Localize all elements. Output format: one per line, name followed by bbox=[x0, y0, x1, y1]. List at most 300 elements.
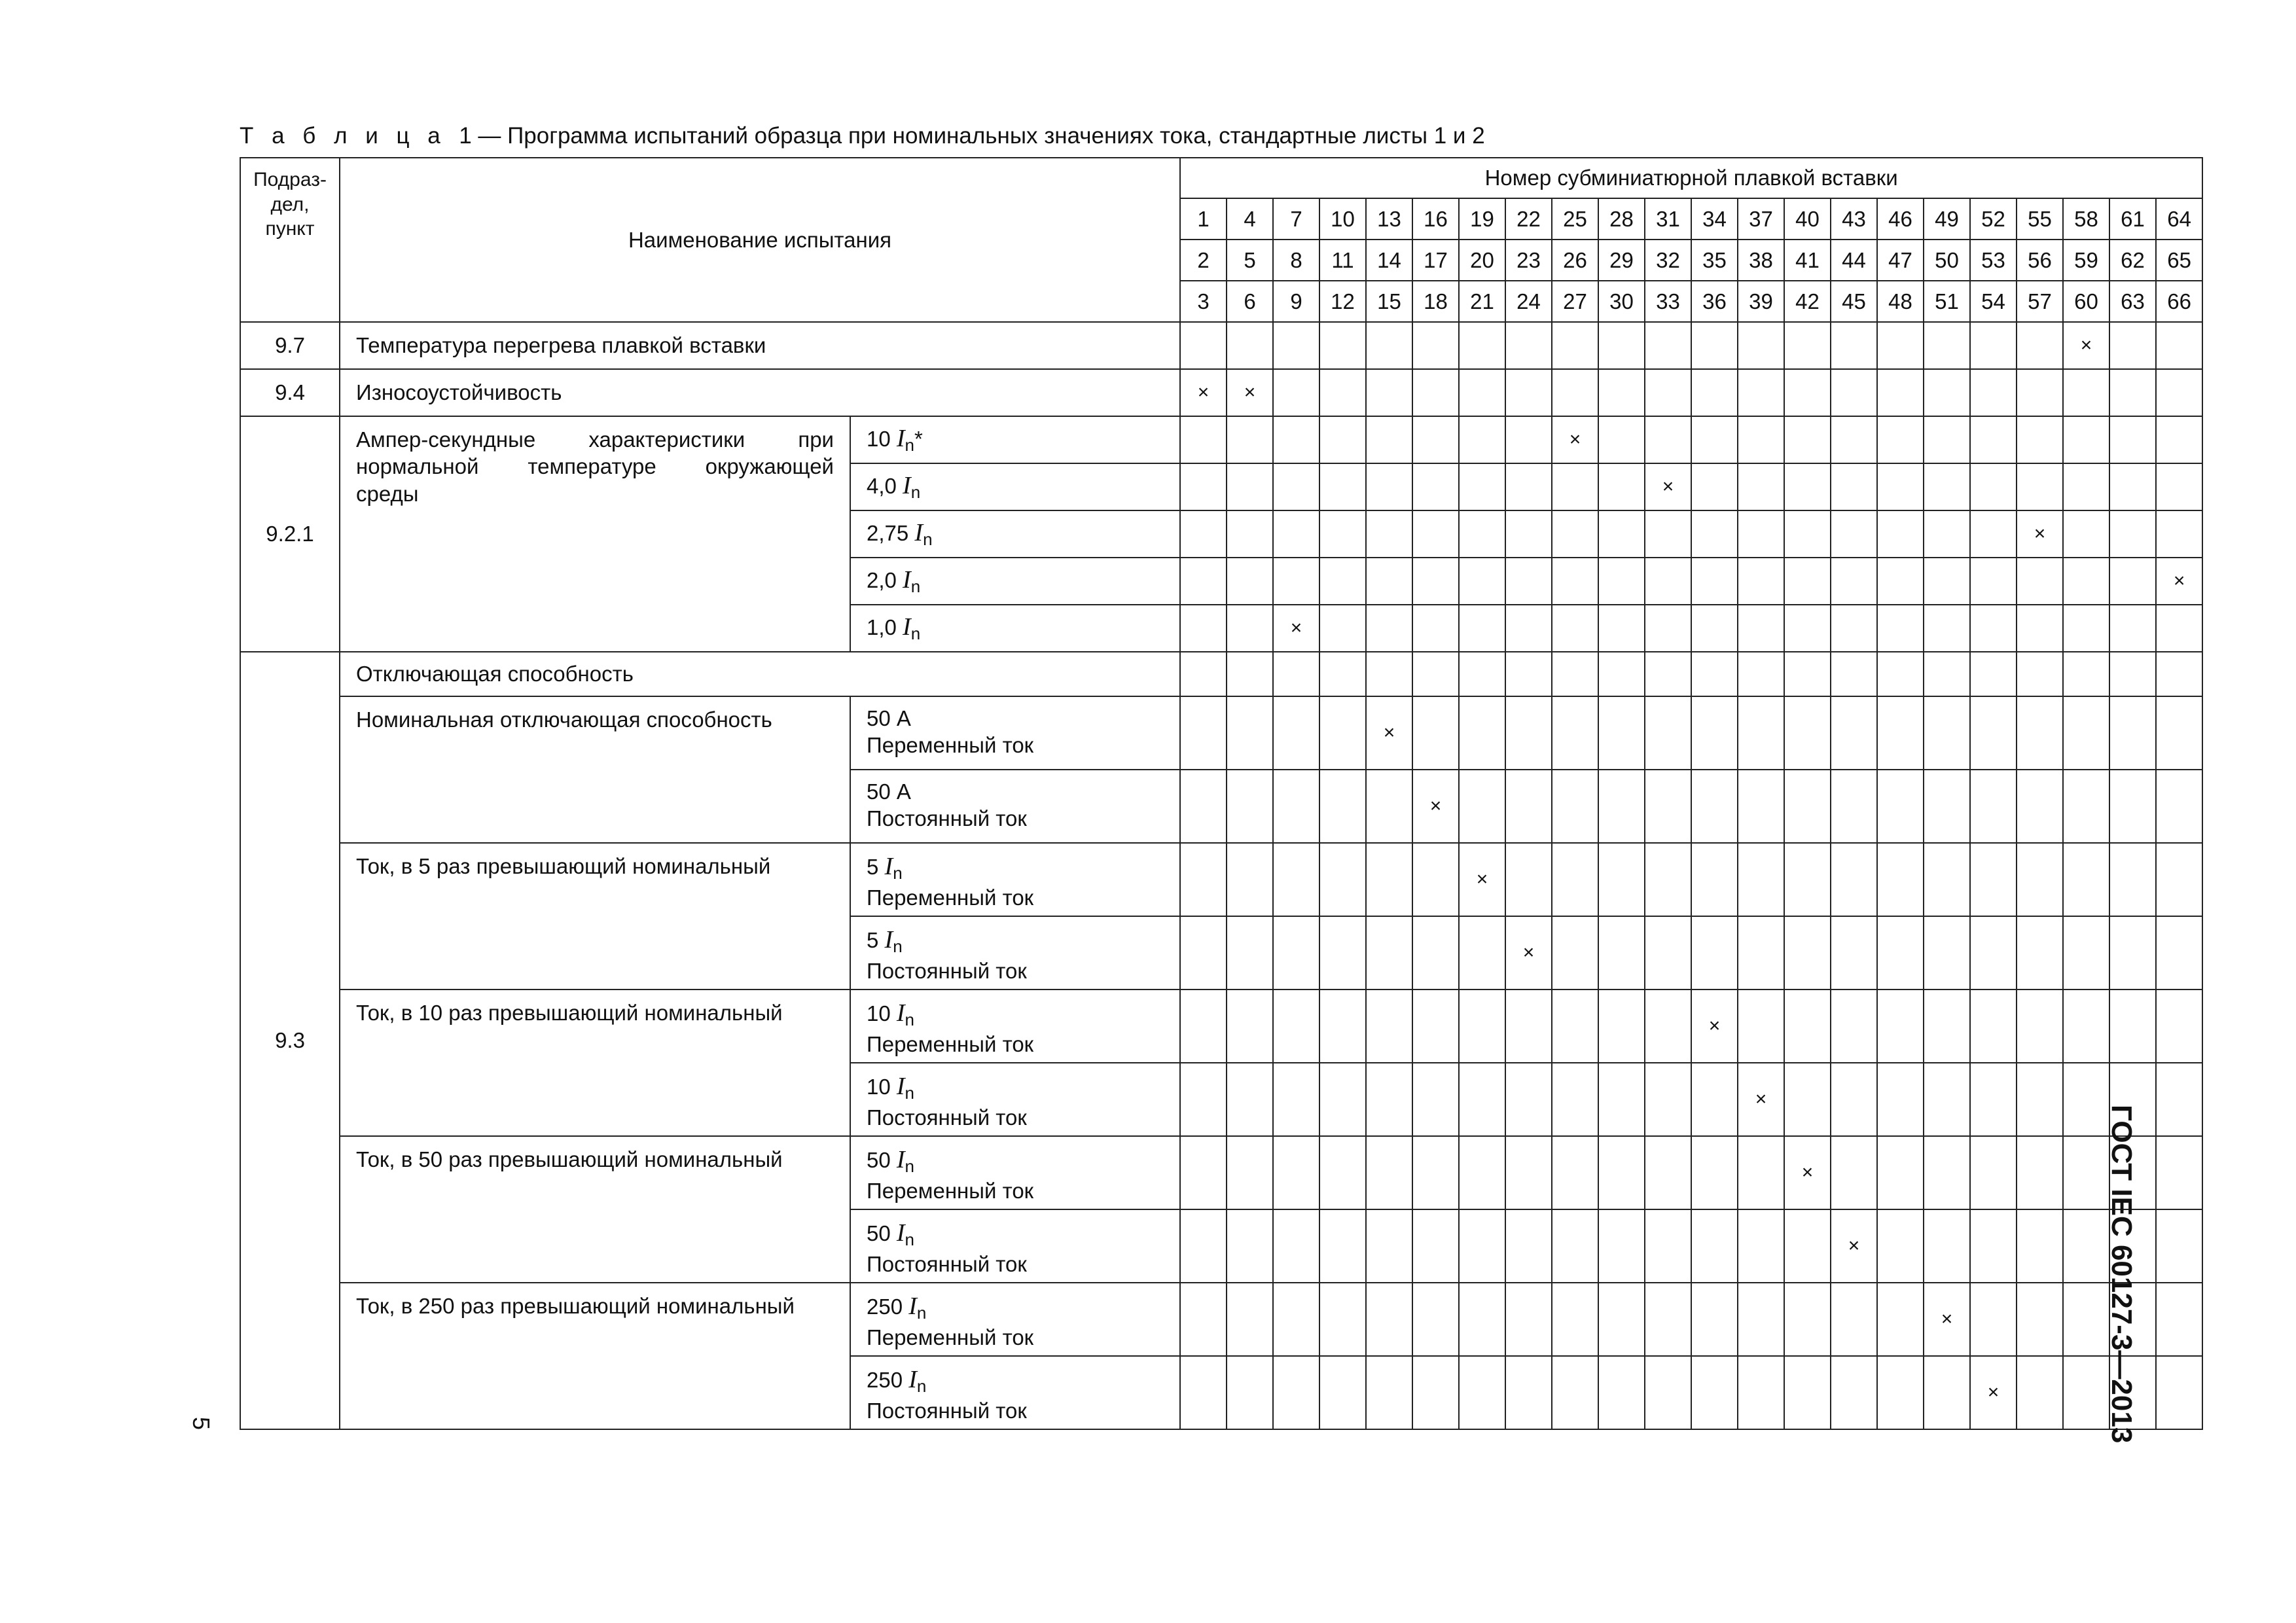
in-symbol-letter: I bbox=[896, 425, 905, 453]
test-cell bbox=[1227, 1063, 1273, 1136]
test-cell bbox=[1412, 652, 1459, 696]
condition-value: 50 bbox=[867, 1221, 891, 1245]
test-cell bbox=[2063, 605, 2109, 652]
fuse-number: 55 bbox=[2017, 198, 2063, 240]
test-cell bbox=[2156, 463, 2202, 510]
fuse-number: 6 bbox=[1227, 281, 1273, 322]
test-cell bbox=[1970, 510, 2017, 558]
fuse-number: 51 bbox=[1924, 281, 1970, 322]
test-cell bbox=[1598, 510, 1645, 558]
test-cell bbox=[1831, 843, 1877, 916]
test-cell bbox=[1784, 1063, 1831, 1136]
test-cell bbox=[1273, 416, 1319, 463]
test-cell bbox=[1970, 605, 2017, 652]
table-row bbox=[240, 158, 2202, 198]
test-cell bbox=[2156, 416, 2202, 463]
fuse-number: 39 bbox=[1738, 281, 1784, 322]
test-cell bbox=[1784, 558, 1831, 605]
test-cell bbox=[1784, 369, 1831, 416]
in-symbol-subscript: n bbox=[910, 624, 921, 644]
test-cell bbox=[1552, 510, 1598, 558]
test-cell bbox=[1180, 843, 1227, 916]
test-mark: × bbox=[1848, 1235, 1860, 1257]
test-cell bbox=[1877, 322, 1924, 369]
fuse-number: 17 bbox=[1412, 240, 1459, 281]
test-cell bbox=[1877, 696, 1924, 770]
test-cell bbox=[1784, 1209, 1831, 1283]
test-cell bbox=[1598, 770, 1645, 843]
test-cell bbox=[1691, 1356, 1738, 1429]
test-cell bbox=[1552, 605, 1598, 652]
test-cell bbox=[1319, 1136, 1366, 1209]
current-type: Переменный ток bbox=[867, 885, 1034, 910]
test-mark-cell bbox=[1505, 916, 1552, 990]
test-cell bbox=[1552, 652, 1598, 696]
fuse-number: 8 bbox=[1273, 240, 1319, 281]
condition-suffix: * bbox=[914, 427, 923, 452]
test-cell bbox=[1831, 605, 1877, 652]
in-symbol-subscript: n bbox=[905, 1156, 915, 1176]
current-type: Постоянный ток bbox=[867, 1251, 1027, 1276]
test-cell bbox=[1505, 369, 1552, 416]
current-type: Переменный ток bbox=[867, 733, 1034, 758]
test-cell bbox=[1598, 369, 1645, 416]
test-condition bbox=[850, 696, 1180, 770]
fuse-number: 3 bbox=[1180, 281, 1227, 322]
test-cell bbox=[1831, 1283, 1877, 1356]
test-condition bbox=[850, 1283, 1180, 1356]
test-cell bbox=[1552, 916, 1598, 990]
condition-value-line bbox=[867, 1291, 1164, 1324]
in-symbol-letter: I bbox=[903, 566, 911, 594]
condition-value-line bbox=[867, 851, 1164, 884]
test-cell bbox=[1227, 322, 1273, 369]
fuse-number: 35 bbox=[1691, 240, 1738, 281]
test-cell bbox=[1691, 463, 1738, 510]
test-cell bbox=[1784, 916, 1831, 990]
fuse-number: 36 bbox=[1691, 281, 1738, 322]
test-cell bbox=[1412, 322, 1459, 369]
in-symbol-subscript: n bbox=[905, 1230, 915, 1249]
test-cell bbox=[1180, 463, 1227, 510]
in-symbol-subscript: n bbox=[923, 529, 933, 550]
in-symbol-subscript: n bbox=[893, 863, 903, 883]
fuse-number: 31 bbox=[1645, 198, 1691, 240]
test-cell bbox=[1691, 605, 1738, 652]
test-cell bbox=[1645, 605, 1691, 652]
current-type: Переменный ток bbox=[867, 1031, 1034, 1056]
fuse-number: 66 bbox=[2156, 281, 2202, 322]
test-cell bbox=[1180, 652, 1227, 696]
test-cell bbox=[2017, 696, 2063, 770]
test-mark-cell bbox=[2156, 558, 2202, 605]
test-cell bbox=[1366, 770, 1412, 843]
test-mark: × bbox=[1708, 1015, 1721, 1037]
test-cell bbox=[1970, 990, 2017, 1063]
test-cell bbox=[1784, 605, 1831, 652]
test-mark-cell bbox=[1459, 843, 1505, 916]
test-mark: × bbox=[1476, 868, 1488, 891]
test-cell bbox=[2063, 696, 2109, 770]
test-cell bbox=[1738, 843, 1784, 916]
fuse-number: 48 bbox=[1877, 281, 1924, 322]
test-condition bbox=[850, 510, 1180, 558]
test-mark: × bbox=[1662, 476, 1674, 498]
fuse-number: 46 bbox=[1877, 198, 1924, 240]
test-cell bbox=[1691, 916, 1738, 990]
table-row bbox=[240, 369, 2202, 416]
fuse-number: 22 bbox=[1505, 198, 1552, 240]
test-cell bbox=[1970, 463, 2017, 510]
test-cell bbox=[2017, 1136, 2063, 1209]
test-condition bbox=[850, 1063, 1180, 1136]
test-cell bbox=[1366, 1283, 1412, 1356]
test-cell bbox=[1645, 916, 1691, 990]
test-cell bbox=[1924, 1209, 1970, 1283]
in-symbol-letter: I bbox=[896, 1146, 905, 1173]
condition-value: 5 bbox=[867, 928, 879, 952]
test-cell bbox=[2109, 510, 2156, 558]
test-cell bbox=[1877, 605, 1924, 652]
condition-value: 2,0 bbox=[867, 568, 897, 593]
test-cell bbox=[1459, 696, 1505, 770]
test-cell bbox=[2156, 1283, 2202, 1356]
test-cell bbox=[1784, 652, 1831, 696]
fuse-number: 52 bbox=[1970, 198, 2017, 240]
test-cell bbox=[2156, 990, 2202, 1063]
fuse-number: 16 bbox=[1412, 198, 1459, 240]
test-mark-cell bbox=[1784, 1136, 1831, 1209]
test-cell bbox=[1505, 652, 1552, 696]
test-cell bbox=[1459, 322, 1505, 369]
condition-value: 50 bbox=[867, 1148, 891, 1172]
test-cell bbox=[1691, 1209, 1738, 1283]
test-cell bbox=[1970, 770, 2017, 843]
test-cell bbox=[1505, 605, 1552, 652]
test-cell bbox=[1505, 510, 1552, 558]
fuse-number: 5 bbox=[1227, 240, 1273, 281]
test-cell bbox=[1273, 369, 1319, 416]
test-cell bbox=[1273, 1209, 1319, 1283]
test-name bbox=[340, 416, 850, 652]
test-cell bbox=[1738, 990, 1784, 1063]
fuse-number: 61 bbox=[2109, 198, 2156, 240]
test-cell bbox=[2156, 1063, 2202, 1136]
test-cell bbox=[1645, 416, 1691, 463]
test-cell bbox=[2109, 990, 2156, 1063]
test-cell bbox=[1227, 1209, 1273, 1283]
test-cell bbox=[1319, 416, 1366, 463]
header-section-col: Подраз- дел, пункт bbox=[240, 158, 340, 322]
test-name: Температура перегрева плавкой вставки bbox=[340, 322, 1180, 369]
fuse-number: 42 bbox=[1784, 281, 1831, 322]
current-type: Постоянный ток bbox=[867, 806, 1027, 831]
test-cell bbox=[1180, 605, 1227, 652]
current-type: Переменный ток bbox=[867, 1178, 1034, 1203]
test-mark-cell bbox=[2063, 322, 2109, 369]
test-cell bbox=[1924, 605, 1970, 652]
test-cell bbox=[1505, 843, 1552, 916]
test-cell bbox=[1552, 1063, 1598, 1136]
test-cell bbox=[1180, 1283, 1227, 1356]
header-number-group: Номер субминиатюрной плавкой вставки bbox=[1180, 158, 2202, 198]
in-symbol-letter: I bbox=[884, 926, 893, 954]
fuse-number: 29 bbox=[1598, 240, 1645, 281]
test-cell bbox=[1831, 696, 1877, 770]
document-code: ГОСТ IEC 60127-3—2013 bbox=[2106, 1105, 2138, 1444]
test-cell bbox=[1924, 369, 1970, 416]
test-cell bbox=[1505, 1136, 1552, 1209]
test-cell bbox=[2017, 416, 2063, 463]
test-cell bbox=[1877, 510, 1924, 558]
in-symbol-letter: I bbox=[884, 853, 893, 880]
test-cell bbox=[1273, 1136, 1319, 1209]
test-cell bbox=[1691, 696, 1738, 770]
test-mark: × bbox=[1244, 382, 1256, 404]
table-caption bbox=[240, 122, 1485, 151]
in-symbol-letter: I bbox=[914, 519, 924, 547]
test-cell bbox=[1412, 1063, 1459, 1136]
test-mark: × bbox=[2080, 334, 2092, 357]
test-cell bbox=[1924, 416, 1970, 463]
condition-value-line bbox=[867, 1218, 1164, 1251]
test-cell bbox=[1970, 1136, 2017, 1209]
fuse-number: 19 bbox=[1459, 198, 1505, 240]
test-cell bbox=[1366, 990, 1412, 1063]
header-name-col: Наименование испытания bbox=[340, 158, 1180, 322]
test-cell bbox=[1227, 510, 1273, 558]
test-cell bbox=[1505, 463, 1552, 510]
test-cell bbox=[2017, 558, 2063, 605]
test-cell bbox=[1552, 1283, 1598, 1356]
test-cell bbox=[1552, 990, 1598, 1063]
test-cell bbox=[1180, 1063, 1227, 1136]
test-cell bbox=[1691, 843, 1738, 916]
fuse-number: 38 bbox=[1738, 240, 1784, 281]
test-cell bbox=[1319, 1356, 1366, 1429]
test-cell bbox=[1598, 1209, 1645, 1283]
test-cell bbox=[2017, 369, 2063, 416]
condition-value-line bbox=[867, 705, 1164, 732]
in-symbol-letter: I bbox=[908, 1293, 917, 1320]
test-cell bbox=[1505, 696, 1552, 770]
test-cell bbox=[1366, 558, 1412, 605]
test-cell bbox=[2156, 652, 2202, 696]
test-cell bbox=[1366, 916, 1412, 990]
test-cell bbox=[2017, 322, 2063, 369]
test-cell bbox=[1552, 1136, 1598, 1209]
fuse-number: 33 bbox=[1645, 281, 1691, 322]
test-cell bbox=[1459, 1209, 1505, 1283]
test-cell bbox=[1319, 558, 1366, 605]
test-cell bbox=[2017, 1283, 2063, 1356]
test-cell bbox=[1505, 416, 1552, 463]
test-cell bbox=[1505, 1063, 1552, 1136]
test-cell bbox=[2017, 605, 2063, 652]
table-row bbox=[240, 1283, 2202, 1356]
test-cell bbox=[1459, 510, 1505, 558]
test-cell bbox=[1738, 916, 1784, 990]
test-cell bbox=[1598, 463, 1645, 510]
test-cell bbox=[1691, 416, 1738, 463]
test-cell bbox=[1227, 1136, 1273, 1209]
test-cell bbox=[1831, 558, 1877, 605]
test-cell bbox=[1831, 369, 1877, 416]
test-cell bbox=[1877, 652, 1924, 696]
condition-value-line bbox=[867, 925, 1164, 957]
test-cell bbox=[1970, 843, 2017, 916]
current-type: Постоянный ток bbox=[867, 958, 1027, 983]
test-cell bbox=[1227, 770, 1273, 843]
test-cell bbox=[1784, 1356, 1831, 1429]
test-mark-cell bbox=[1273, 605, 1319, 652]
test-cell bbox=[1924, 652, 1970, 696]
test-cell bbox=[1738, 463, 1784, 510]
test-cell bbox=[1552, 696, 1598, 770]
test-cell bbox=[1831, 1063, 1877, 1136]
test-cell bbox=[1831, 510, 1877, 558]
test-cell bbox=[1180, 1209, 1227, 1283]
fuse-number: 63 bbox=[2109, 281, 2156, 322]
in-symbol-subscript: n bbox=[910, 482, 921, 503]
in-symbol-subscript: n bbox=[905, 1083, 915, 1103]
test-cell bbox=[2063, 463, 2109, 510]
test-cell bbox=[2017, 1063, 2063, 1136]
test-cell bbox=[2109, 369, 2156, 416]
test-cell bbox=[1831, 416, 1877, 463]
in-symbol-letter: I bbox=[908, 1366, 917, 1393]
condition-value-line bbox=[867, 1145, 1164, 1177]
page-number: 5 bbox=[188, 1416, 215, 1431]
section-number: 9.4 bbox=[240, 369, 340, 416]
table-row bbox=[240, 416, 2202, 463]
test-cell bbox=[1784, 770, 1831, 843]
fuse-number: 11 bbox=[1319, 240, 1366, 281]
test-cell bbox=[1319, 510, 1366, 558]
fuse-number: 65 bbox=[2156, 240, 2202, 281]
test-cell bbox=[1366, 1356, 1412, 1429]
test-condition bbox=[850, 770, 1180, 843]
fuse-number: 10 bbox=[1319, 198, 1366, 240]
test-cell bbox=[2109, 770, 2156, 843]
test-mark-cell bbox=[1691, 990, 1738, 1063]
test-cell bbox=[1691, 1063, 1738, 1136]
section-number: 9.2.1 bbox=[240, 416, 340, 652]
test-cell bbox=[1227, 1356, 1273, 1429]
test-cell bbox=[1366, 463, 1412, 510]
test-cell bbox=[2156, 322, 2202, 369]
condition-value-line bbox=[867, 778, 1164, 805]
test-mark-cell bbox=[2017, 510, 2063, 558]
test-cell bbox=[1831, 916, 1877, 990]
fuse-number: 40 bbox=[1784, 198, 1831, 240]
test-cell bbox=[1784, 510, 1831, 558]
section-number: 9.7 bbox=[240, 322, 340, 369]
test-cell bbox=[2017, 1356, 2063, 1429]
test-cell bbox=[2063, 652, 2109, 696]
test-cell bbox=[2156, 1136, 2202, 1209]
test-cell bbox=[2156, 843, 2202, 916]
test-cell bbox=[1273, 1063, 1319, 1136]
test-cell bbox=[1366, 1136, 1412, 1209]
test-cell bbox=[1459, 369, 1505, 416]
test-cell bbox=[1273, 652, 1319, 696]
test-cell bbox=[2109, 916, 2156, 990]
test-cell bbox=[1273, 463, 1319, 510]
test-mark-cell bbox=[1645, 463, 1691, 510]
test-cell bbox=[2063, 770, 2109, 843]
test-cell bbox=[2156, 770, 2202, 843]
test-cell bbox=[2109, 652, 2156, 696]
test-cell bbox=[1319, 322, 1366, 369]
test-subname: Ток, в 5 раз превышающий номинальный bbox=[340, 843, 850, 990]
test-cell bbox=[1459, 770, 1505, 843]
fuse-number: 64 bbox=[2156, 198, 2202, 240]
caption-text: 1 — Программа испытаний образца при номинальных значениях тока, стандартные листы 1 и 2 bbox=[459, 123, 1485, 149]
test-cell bbox=[1412, 416, 1459, 463]
test-cell bbox=[1598, 1063, 1645, 1136]
test-condition bbox=[850, 916, 1180, 990]
condition-value-line bbox=[867, 1364, 1164, 1397]
test-cell bbox=[1552, 1356, 1598, 1429]
test-condition bbox=[850, 1356, 1180, 1429]
test-cell bbox=[1273, 1283, 1319, 1356]
test-cell bbox=[1412, 463, 1459, 510]
test-cell bbox=[2109, 696, 2156, 770]
caption-label: Т а б л и ц а bbox=[240, 123, 446, 149]
test-cell bbox=[1924, 770, 1970, 843]
test-cell bbox=[1877, 1063, 1924, 1136]
test-mark-cell bbox=[1831, 1209, 1877, 1283]
test-cell bbox=[1319, 369, 1366, 416]
condition-value: 4,0 bbox=[867, 474, 897, 499]
test-cell bbox=[1924, 463, 1970, 510]
fuse-number: 37 bbox=[1738, 198, 1784, 240]
fuse-number: 26 bbox=[1552, 240, 1598, 281]
in-symbol-subscript: n bbox=[905, 435, 915, 455]
test-cell bbox=[1877, 990, 1924, 1063]
test-cell bbox=[2017, 652, 2063, 696]
test-program-table bbox=[240, 157, 2203, 1444]
table-row bbox=[240, 1136, 2202, 1209]
fuse-number: 9 bbox=[1273, 281, 1319, 322]
test-cell bbox=[1505, 1209, 1552, 1283]
test-cell bbox=[2063, 843, 2109, 916]
test-cell bbox=[1412, 1209, 1459, 1283]
fuse-number: 41 bbox=[1784, 240, 1831, 281]
test-cell bbox=[1831, 1136, 1877, 1209]
test-cell bbox=[1273, 990, 1319, 1063]
test-cell bbox=[1412, 990, 1459, 1063]
test-cell bbox=[1180, 1356, 1227, 1429]
fuse-number: 14 bbox=[1366, 240, 1412, 281]
test-cell bbox=[1598, 1136, 1645, 1209]
test-cell bbox=[1412, 843, 1459, 916]
test-cell bbox=[1505, 558, 1552, 605]
test-cell bbox=[1924, 843, 1970, 916]
test-cell bbox=[1459, 990, 1505, 1063]
test-cell bbox=[1924, 1136, 1970, 1209]
test-cell bbox=[1645, 1356, 1691, 1429]
in-symbol-letter: I bbox=[896, 1073, 905, 1100]
test-cell bbox=[1645, 322, 1691, 369]
fuse-number: 24 bbox=[1505, 281, 1552, 322]
condition-value: 10 bbox=[867, 1075, 891, 1099]
test-cell bbox=[1227, 605, 1273, 652]
test-subname: Ток, в 10 раз превышающий номинальный bbox=[340, 990, 850, 1136]
in-symbol-subscript: n bbox=[910, 577, 921, 597]
test-cell bbox=[1924, 916, 1970, 990]
